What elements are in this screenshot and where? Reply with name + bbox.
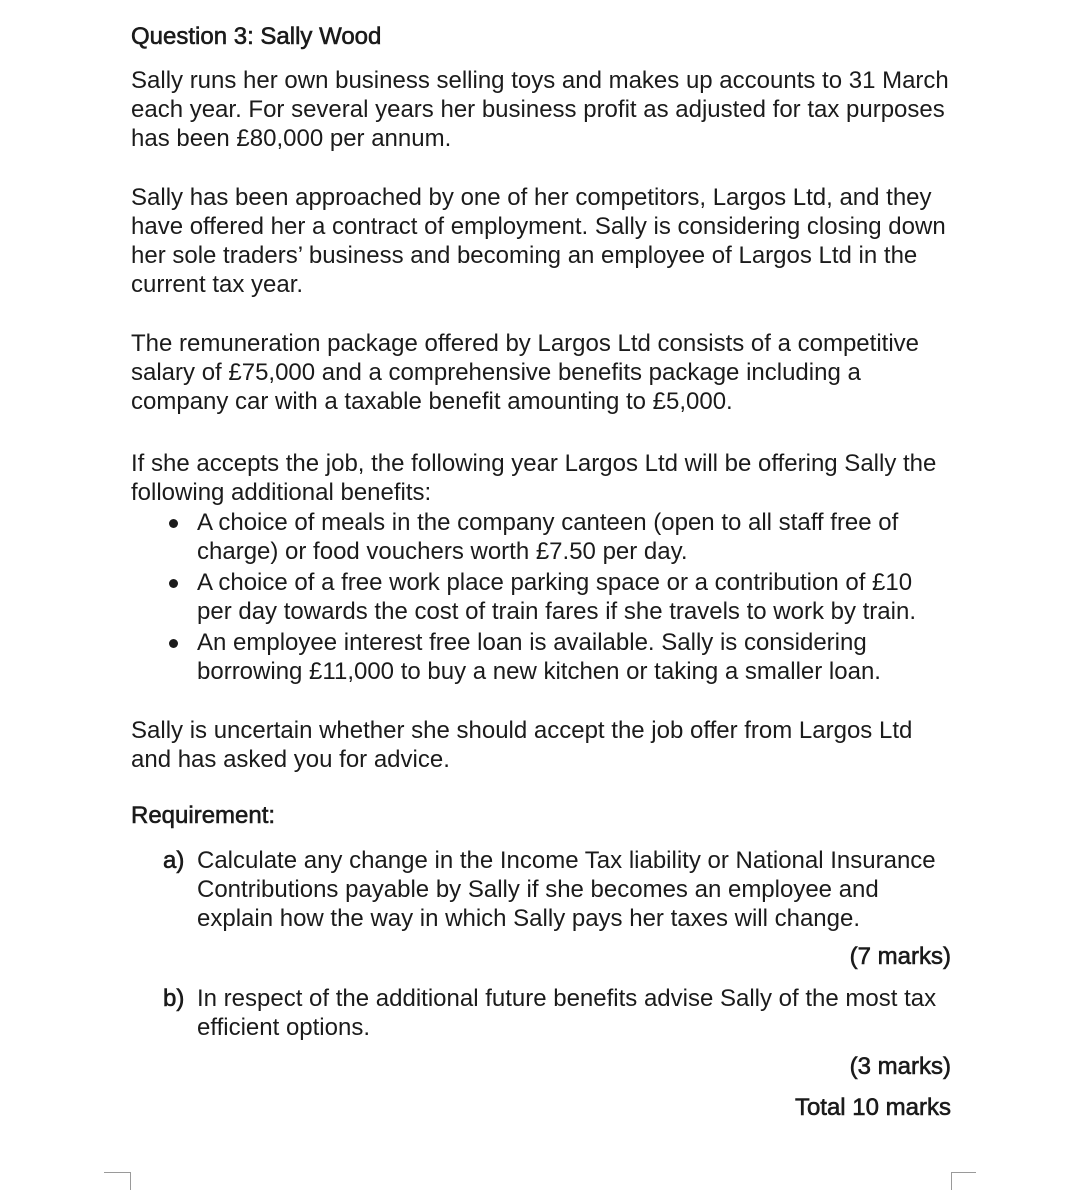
benefit-loan-text: An employee interest free loan is available. Sally is considering borrowing £11,000 to buy a new kitchen or taking a smaller loan. <box>197 629 881 685</box>
bullet-icon <box>169 579 178 588</box>
question-title: Question 3: Sally Wood <box>131 23 382 50</box>
marks-label: (3 marks) <box>849 1053 951 1080</box>
requirement-letter: a) <box>163 847 185 874</box>
requirement-heading: Requirement: <box>131 802 276 829</box>
page-corner-mark-right <box>951 1172 976 1190</box>
paragraph-remuneration: The remuneration package offered by Largos Ltd consists of a competitive salary of £75,000 and a comprehensive benefits package including a company car with a taxable benefit amounting to £5,000. <box>131 330 920 415</box>
requirement-item-b <box>131 984 951 1042</box>
benefit-parking-text: A choice of a free work place parking space or a contribution of £10 per day towards the cost of train fares if she travels to work by train. <box>197 569 916 625</box>
list-item <box>131 508 951 566</box>
list-item <box>131 568 951 626</box>
marks-label: (7 marks) <box>849 943 951 970</box>
benefit-meals-text: A choice of meals in the company canteen (open to all staff free of charge) or food vouchers worth £7.50 per day. <box>197 509 899 565</box>
document-page <box>131 22 951 1123</box>
requirement-text: Calculate any change in the Income Tax liability or National Insurance Contributions payable by Sally if she becomes an employee and explain how the way in which Sally pays her taxes will change. <box>197 847 936 932</box>
requirement-item-a <box>131 846 951 933</box>
page-corner-mark-left <box>104 1172 131 1190</box>
paragraph-additional-benefits: If she accepts the job, the following year Largos Ltd will be offering Sally the following additional benefits: <box>131 450 937 506</box>
paragraph-advice: Sally is uncertain whether she should accept the job offer from Largos Ltd and has asked you for advice. <box>131 717 913 773</box>
bullet-icon <box>169 639 178 648</box>
bullet-icon <box>169 519 178 528</box>
requirement-letter: b) <box>163 985 185 1012</box>
benefits-list <box>131 508 951 686</box>
list-item <box>131 628 951 686</box>
total-marks: Total 10 marks <box>794 1094 951 1121</box>
requirement-text: In respect of the additional future benefits advise Sally of the most tax efficient options. <box>197 985 937 1041</box>
paragraph-business-profit: Sally runs her own business selling toys and makes up accounts to 31 March each year. For several years her business profit as adjusted for tax purposes has been £80,000 per annum. <box>131 67 949 152</box>
paragraph-job-offer: Sally has been approached by one of her competitors, Largos Ltd, and they have offered her a contract of employment. Sally is considering closing down her sole traders’ business and becoming an employee of Largos Ltd in the current tax year. <box>131 184 946 298</box>
